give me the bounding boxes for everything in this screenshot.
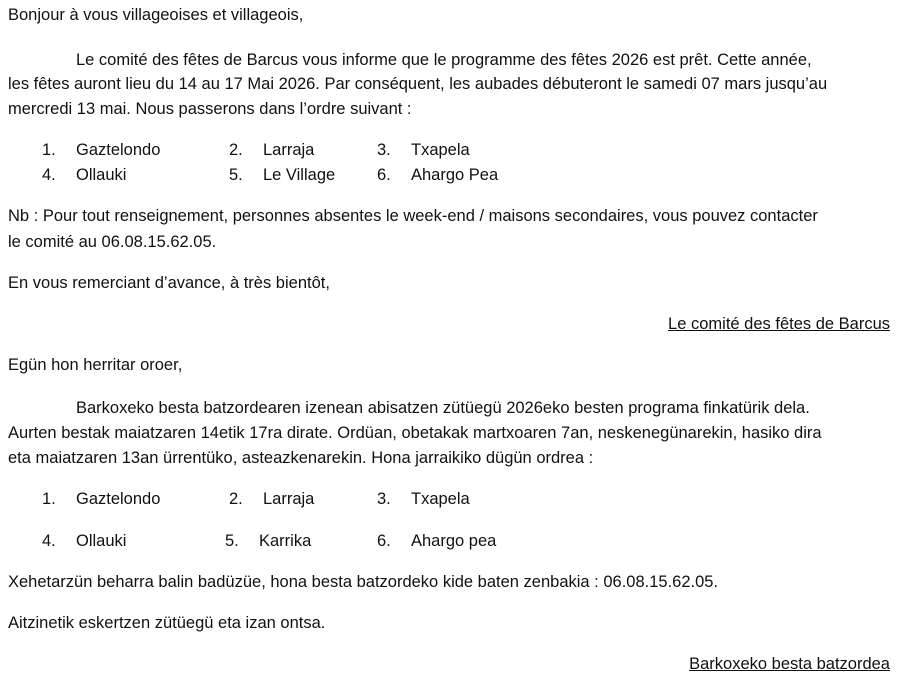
list-item-name: Karrika [259, 532, 312, 550]
list-item-name: Txapela [411, 490, 470, 508]
list-item-name: Larraja [263, 141, 315, 159]
intro-line-2-fr: les fêtes auront lieu du 14 au 17 Mai 2026. Par conséquent, les aubades débuteront le samedi 07 mars jusqu’au [8, 75, 828, 93]
signature-eu: Barkoxeko besta batzordea [689, 655, 890, 673]
list-item [229, 165, 335, 185]
list-item-name: Ollauki [76, 166, 127, 184]
signature-fr: Le comité des fêtes de Barcus [668, 315, 890, 333]
list-item [42, 531, 126, 551]
list-item-name: Ollauki [76, 532, 127, 550]
list-item [377, 489, 470, 509]
list-item-number: 6. [377, 166, 391, 184]
list-item [42, 165, 126, 185]
list-item-number: 2. [229, 141, 243, 159]
list-item-name: Larraja [263, 490, 315, 508]
note-eu: Xehetarzün beharra balin badüzüe, hona besta batzordeko kide baten zenbakia : 06.08.15.62.05. [8, 573, 719, 591]
list-item [42, 140, 160, 160]
list-item-name: Ahargo pea [411, 532, 497, 550]
list-item [377, 165, 498, 185]
list-item [229, 489, 314, 509]
list-item-number: 2. [229, 490, 243, 508]
intro-line-1-fr: Le comité des fêtes de Barcus vous informe que le programme des fêtes 2026 est prêt. Cette année, [76, 51, 812, 69]
list-item-name: Txapela [411, 141, 470, 159]
list-item [377, 531, 496, 551]
list-item-number: 5. [225, 532, 239, 550]
list-item-number: 4. [42, 532, 56, 550]
greeting-fr: Bonjour à vous villageoises et villageois, [8, 6, 304, 24]
intro-line-3-fr: mercredi 13 mai. Nous passerons dans l’ordre suivant : [8, 100, 412, 118]
list-item-number: 5. [229, 166, 243, 184]
intro-line-3-eu: eta maiatzaren 13an ürrentüko, asteazkenarekin. Hona jarraikiko dügün ordrea : [8, 449, 594, 467]
list-item-number: 1. [42, 490, 56, 508]
list-item-name: Gaztelondo [76, 490, 161, 508]
list-item-name: Le Village [263, 166, 336, 184]
intro-line-2-eu: Aurten bestak maiatzaren 14etik 17ra dirate. Ordüan, obetakak martxoaren 7an, neskenegünarekin, hasiko dira [8, 424, 822, 442]
list-item-name: Ahargo Pea [411, 166, 499, 184]
note-line-2-fr: le comité au 06.08.15.62.05. [8, 233, 217, 251]
closing-eu: Aitzinetik eskertzen zütüegü eta izan ontsa. [8, 614, 326, 632]
list-item [42, 489, 160, 509]
list-item-number: 1. [42, 141, 56, 159]
list-item-number: 3. [377, 490, 391, 508]
note-line-1-fr: Nb : Pour tout renseignement, personnes absentes le week-end / maisons secondaires, vous pouvez contacter [8, 207, 818, 225]
list-item-name: Gaztelondo [76, 141, 161, 159]
greeting-eu: Egün hon herritar oroer, [8, 356, 183, 374]
list-item-number: 4. [42, 166, 56, 184]
closing-fr: En vous remerciant d’avance, à très bientôt, [8, 274, 330, 292]
list-item [229, 140, 314, 160]
list-item [225, 531, 311, 551]
list-item-number: 6. [377, 532, 391, 550]
intro-line-1-eu: Barkoxeko besta batzordearen izenean abisatzen zütüegü 2026eko besten programa finkatürik dela. [76, 399, 810, 417]
list-item-number: 3. [377, 141, 391, 159]
list-item [377, 140, 470, 160]
